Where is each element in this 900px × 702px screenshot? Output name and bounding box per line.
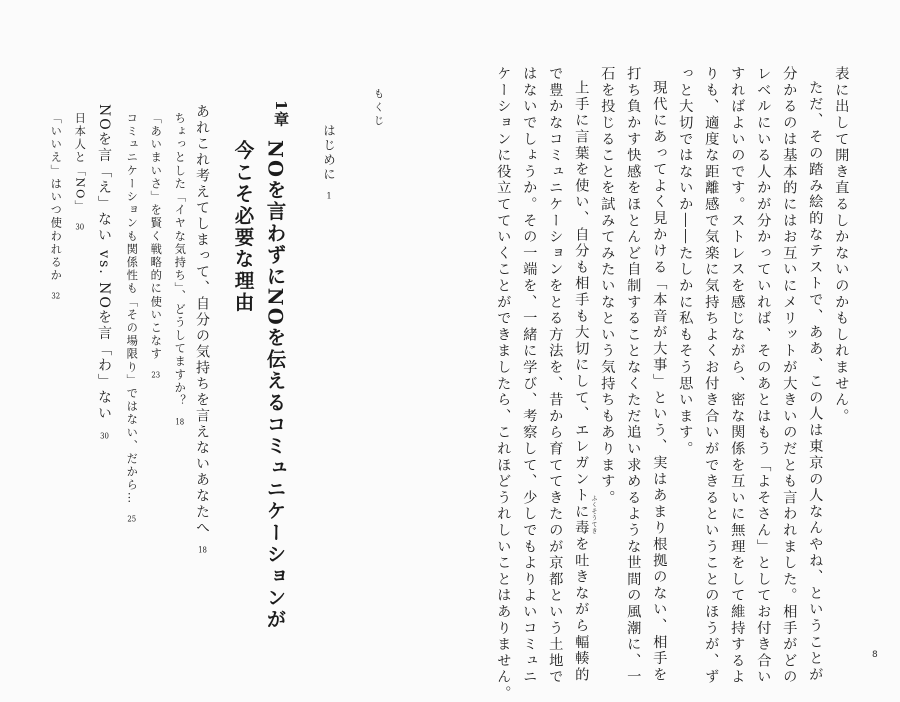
body-line: 分かるのは基本的にはお互いにメリットが大きいのだとも言われました。相手がどの xyxy=(781,66,798,686)
body-line: はないでしょうか。その一端を、一緒に学び、考察して、少しでもよりよいコミュニ xyxy=(521,66,538,686)
toc-section: NOを言「え」ない vs. NOを言「わ」ない30 xyxy=(96,104,112,440)
chapter-title-line-2: 今こそ必要な理由 xyxy=(231,140,255,314)
chapter-number: 1章 xyxy=(272,100,290,128)
toc-item: 日本人と「NO」30 xyxy=(73,112,87,232)
toc-item: 「あいまいさ」を賢く戦略的に使いこなす23 xyxy=(149,112,163,379)
chapter-title-line-1: NOを言わずにNOを伝えるコミュニケーションが xyxy=(263,140,287,631)
body-line: ケーションに役立てていくことができましたら、これほどうれしいことはありません。 xyxy=(495,66,512,702)
page-number: 8 xyxy=(872,650,878,660)
body-line: りも、適度な距離感で気楽に気持ちよくお付き合いができるということのほうが、ず xyxy=(703,66,720,686)
toc-label: もくじ xyxy=(372,88,385,129)
toc-intro: はじめに1 xyxy=(321,124,337,200)
body-line: 打ち負かす快感をほとんど自制することなくただ追い求めるような世間の風潮に、一 xyxy=(625,66,642,686)
toc-section: あれこれ考えてしまって、自分の気持ちを言えないあなたへ18 xyxy=(194,104,210,554)
body-line: 現代にあってよく見かける「本音が大事」という、実はあまり根拠のない、相手を xyxy=(651,80,668,684)
body-line: っと大切ではないか――たしかに私もそう思います。 xyxy=(677,66,694,458)
toc-item: 「いいえ」はいつ使われるか32 xyxy=(49,112,63,301)
body-line: ただ、その踏み絵的なテストで、ああ、この人は東京の人なんやね、ということが xyxy=(807,80,824,684)
body-line: 上手に言葉を使い、自分も相手も大切にして、エレガントに毒を吐きながら輻輳的 xyxy=(573,80,590,684)
body-line: 石を投じることを試みてみたいなという気持ちもあります。 xyxy=(599,66,616,507)
toc-item: コミュニケーションも関係性も「その場限り」ではない、だから…25 xyxy=(125,112,139,523)
body-line: すればよいのです。ストレスを感じながら、密な関係を互いに無理をして維持するよ xyxy=(729,66,746,686)
body-line: 表に出して開き直るしかないのかもしれません。 xyxy=(833,66,850,425)
body-line: で豊かなコミュニケーションをとる方法を、昔から育ててきたのが京都という土地で xyxy=(547,66,564,686)
ruby-annotation: ふくそうてき xyxy=(590,495,597,534)
body-line: レベルにいる人かが分かっていれば、そのあとはもう「よそさん」としてお付き合い xyxy=(755,66,772,686)
toc-item: ちょっとした「イヤな気持ち」、どうしてますか？18 xyxy=(173,112,187,426)
